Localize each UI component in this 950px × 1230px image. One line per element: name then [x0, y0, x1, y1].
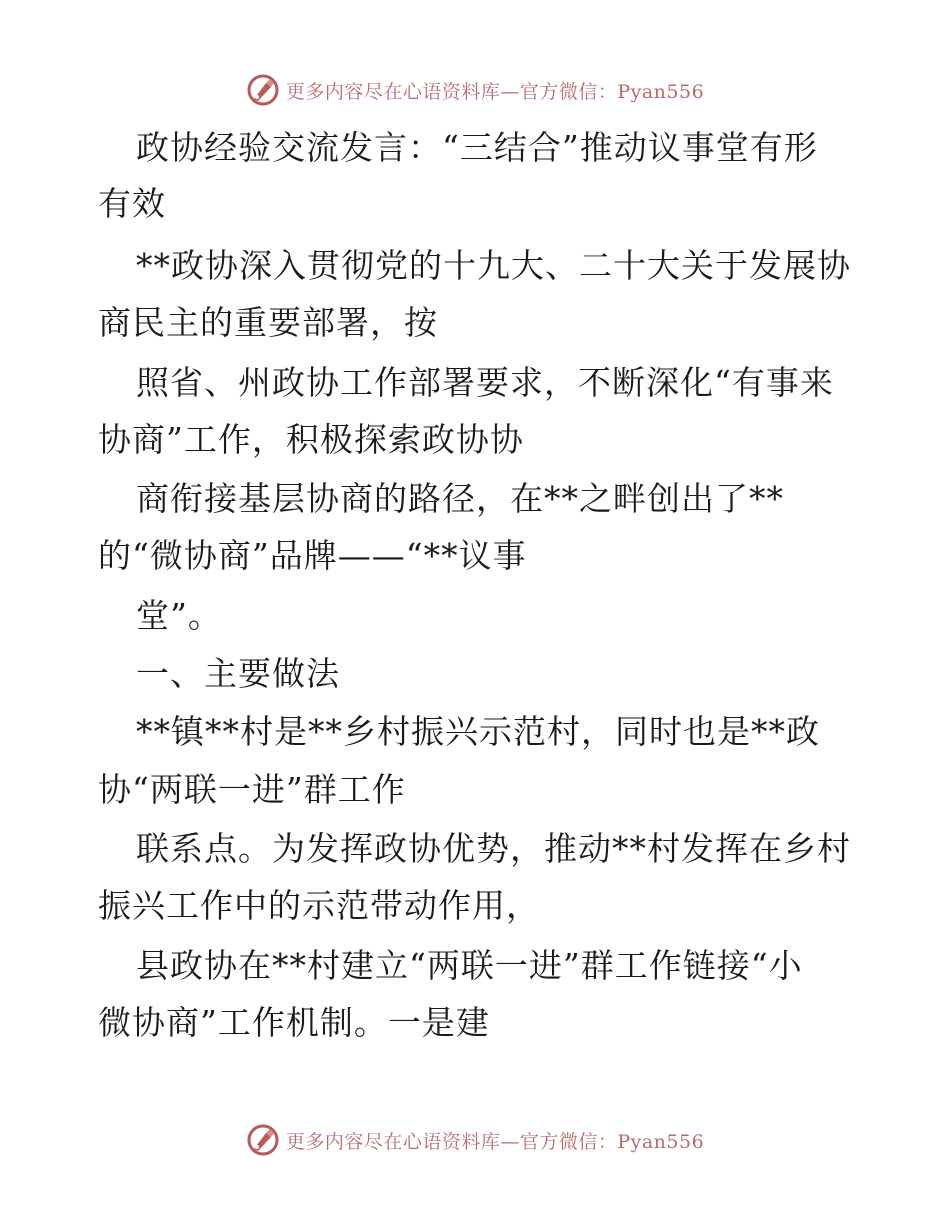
paragraph-line: 微协商”工作机制。一是建 — [98, 1003, 490, 1042]
header-watermark-banner — [0, 70, 950, 110]
pen-nib-circle-icon — [246, 1123, 280, 1157]
pen-nib-circle-icon — [246, 73, 280, 107]
section-heading: 一、主要做法 — [136, 654, 340, 693]
paragraph-line: **政协深入贯彻党的十九大、二十大关于发展协 — [136, 246, 851, 285]
paragraph-line: **镇**村是**乡村振兴示范村，同时也是**政 — [136, 712, 820, 751]
paragraph-line: 联系点。为发挥政协优势，推动**村发挥在乡村 — [136, 829, 851, 868]
paragraph-line: 协“两联一进”群工作 — [98, 770, 406, 809]
footer-watermark-banner — [0, 1120, 950, 1160]
title-line-1: 政协经验交流发言：“三结合”推动议事堂有形 — [136, 128, 818, 167]
watermark-text: 更多内容尽在心语资料库—官方微信：Pyan556 — [285, 1130, 705, 1153]
paragraph-line: 县政协在**村建立“两联一进”群工作链接“小 — [136, 946, 803, 985]
paragraph-line: 堂”。 — [136, 596, 222, 635]
paragraph-line: 商衔接基层协商的路径，在**之畔创出了** — [136, 479, 784, 518]
paragraph-line: 照省、州政协工作部署要求，不断深化“有事来 — [136, 363, 834, 402]
paragraph-line: 商民主的重要部署，按 — [98, 303, 438, 342]
paragraph-line: 振兴工作中的示范带动作用， — [98, 886, 540, 925]
paragraph-line: 的“微协商”品牌——“**议事 — [98, 536, 527, 575]
paragraph-line: 协商”工作，积极探索政协协 — [98, 420, 524, 459]
title-line-2: 有效 — [98, 184, 166, 223]
watermark-text: 更多内容尽在心语资料库—官方微信：Pyan556 — [285, 80, 705, 103]
